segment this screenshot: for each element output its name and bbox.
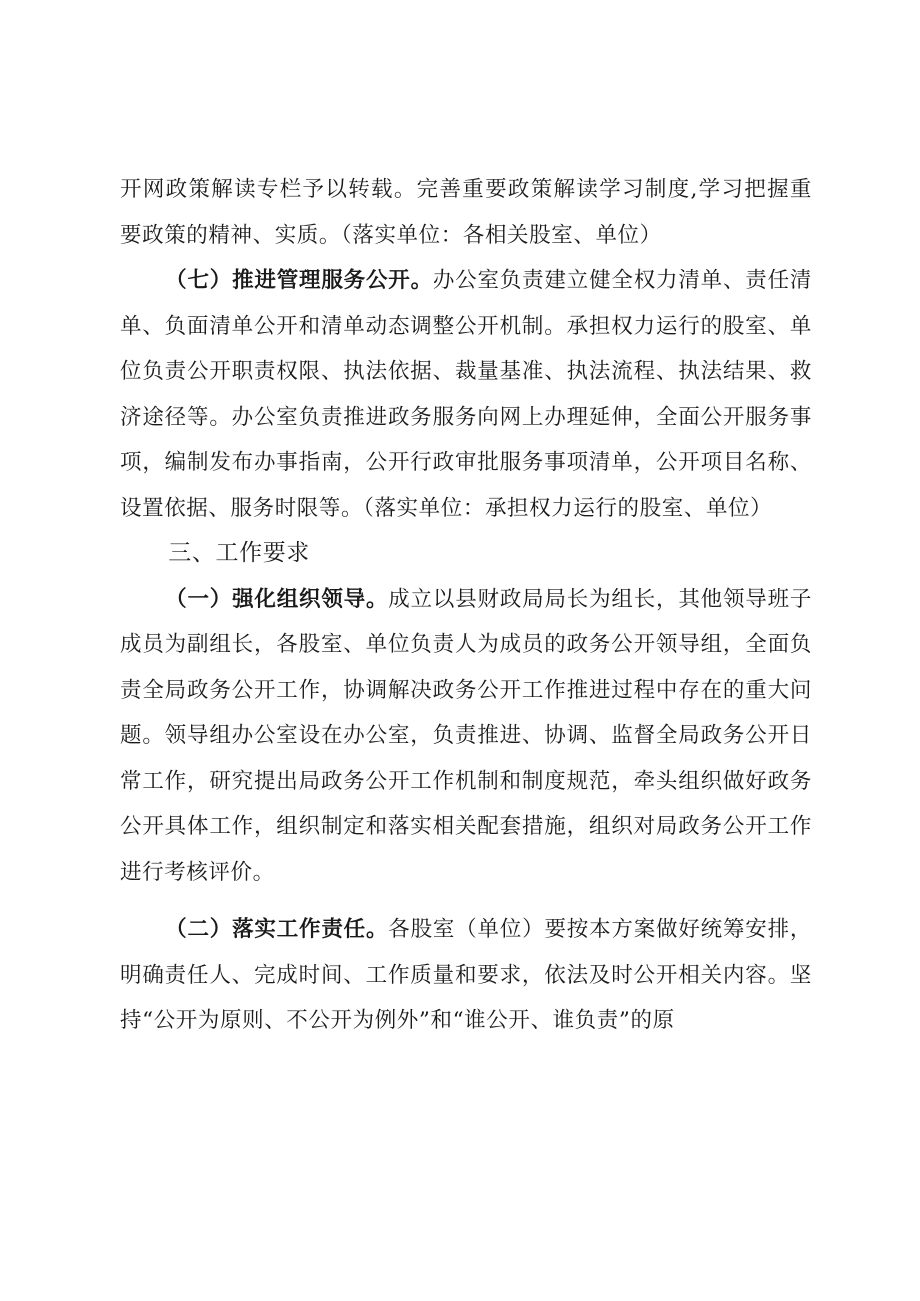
paragraph-management-service-disclosure (120, 258, 812, 531)
paragraph-lead-title: （一）强化组织领导。 (165, 586, 389, 612)
paragraph-text: 各股室（单位）要按本方案做好统筹安排，明确责任人、完成时间、工作质量和要求，依法及时公开相关内容。坚持“公开为原则、不公开为例外”和“谁公开、谁负责”的原 (120, 917, 812, 1033)
document-body (120, 167, 812, 1044)
paragraph-text: 办公室负责建立健全权力清单、责任清单、负面清单公开和清单动态调整公开机制。承担权力运行的股室、单位负责公开职责权限、执法依据、裁量基准、执法流程、执法结果、救济途径等。办公室负责推进政务服务向网上办理延伸，全面公开服务事项，编制发布办事指南，公开行政审批服务事项清单，公开项目名称、设置依据、服务时限等。（落实单位：承担权力运行的股室、单位） (120, 268, 813, 521)
paragraph-policy-interpretation: 开网政策解读专栏予以转载。完善重要政策解读学习制度,学习把握重要政策的精神、实质。（落实单位：各相关股室、单位） (120, 177, 812, 248)
section-heading-work-requirements: 三、工作要求 (168, 540, 310, 566)
paragraph-work-responsibility (120, 907, 812, 1044)
paragraph-organizational-leadership (120, 577, 812, 896)
paragraph-lead-title: （七）推进管理服务公开。 (165, 268, 433, 293)
paragraph-text: 成立以县财政局局长为组长，其他领导班子成员为副组长，各股室、单位负责人为成员的政务公开领导组，全面负责全局政务公开工作，协调解决政务公开工作推进过程中存在的重大问题。领导组办公室设在办公室，负责推进、协调、监督全局政务公开日常工作，研究提出局政务公开工作机制和制度规范，牵头组织做好政务公开具体工作，组织制定和落实相关配套措施，组织对局政务公开工作进行考核评价。 (120, 586, 812, 885)
paragraph-lead-title: （二）落实工作责任。 (165, 917, 389, 942)
